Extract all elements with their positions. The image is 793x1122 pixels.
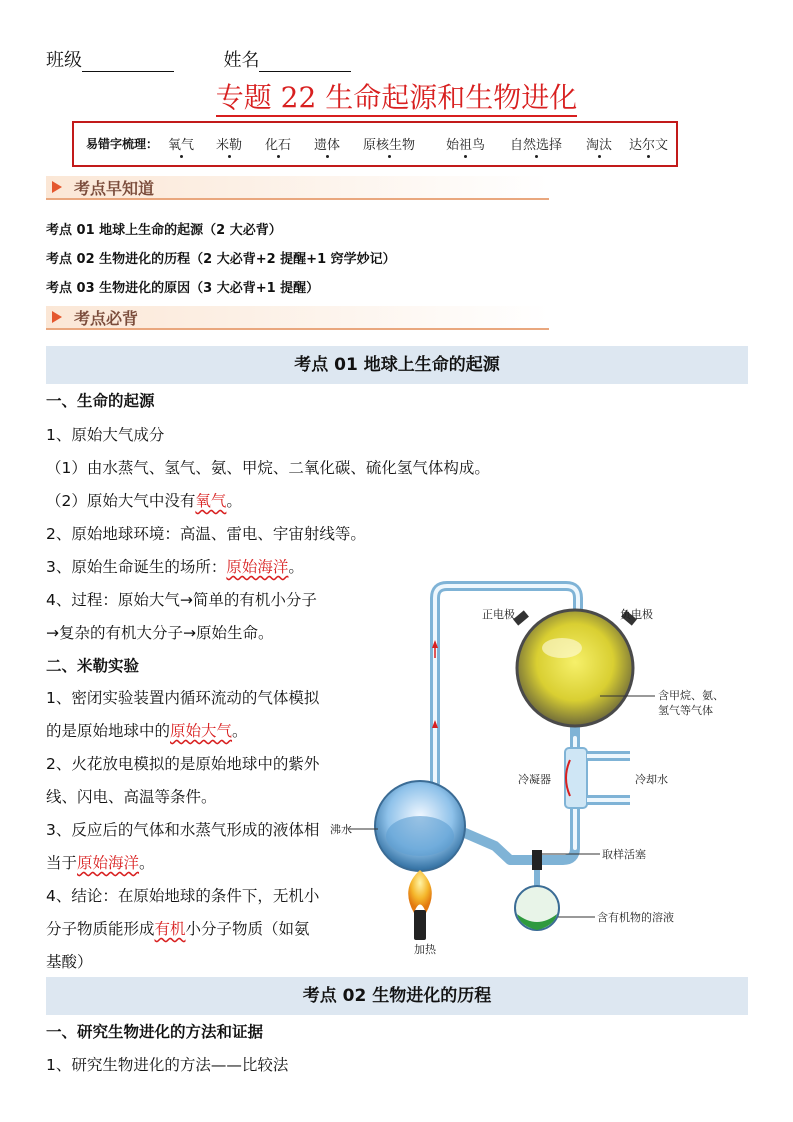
flame (408, 870, 432, 913)
text-line: （1）由水蒸气、氢气、氨、甲烷、二氧化碳、硫化氢气体构成。 (46, 459, 490, 477)
typo-word: 米勒 (216, 138, 243, 153)
text-line: 4、过程：原始大气→简单的有机小分子 (46, 591, 317, 609)
typo-word: 遗体 (314, 138, 341, 153)
page-title: 专题 22 生命起源和生物进化 (0, 76, 793, 116)
name-blank[interactable] (259, 53, 351, 72)
class-label: 班级 (46, 50, 82, 71)
typo-word: 淘汰 (586, 138, 613, 153)
class-blank[interactable] (82, 53, 174, 72)
typo-word: 氧气 (168, 138, 195, 153)
keyword-red: 原始海洋 (226, 558, 289, 576)
heading-methods: 一、研究生物进化的方法和证据 (46, 1023, 264, 1041)
name-row (46, 46, 351, 72)
text-line: 1、密闭实验装置内循环流动的气体模拟 (46, 689, 320, 707)
label-gas-1: 含甲烷、氨、 (658, 689, 724, 702)
typo-word: 原核生物 (363, 138, 416, 153)
kaodian-item[interactable]: 考点 01 地球上生命的起源（2 大必背） (46, 223, 282, 238)
typo-label: 易错字梳理： (86, 137, 159, 151)
text-line: 分子物质能形成有机小分子物质（如氨 (46, 920, 310, 938)
label-solution: 含有机物的溶液 (597, 911, 674, 924)
burner (414, 910, 426, 940)
arrow-icon (52, 181, 62, 193)
typo-box (72, 121, 678, 167)
heading-miller: 二、米勒实验 (46, 657, 140, 675)
text-line: 当于原始海洋。 (46, 854, 155, 872)
text-line: 2、原始地球环境：高温、雷电、宇宙射线等。 (46, 525, 366, 543)
reaction-flask (517, 610, 633, 726)
condenser (565, 748, 587, 808)
text-line: →复杂的有机大分子→原始生命。 (46, 624, 274, 642)
text-line: 2、火花放电模拟的是原始地球中的紫外 (46, 755, 320, 773)
label-gas-2: 氢气等气体 (658, 704, 713, 717)
text-line: 1、研究生物进化的方法——比较法 (46, 1056, 289, 1074)
label-positive-electrode: 正电极 (482, 608, 515, 621)
label-cooling-water: 冷却水 (635, 773, 668, 786)
arrow-icon (52, 311, 62, 323)
label-heat: 加热 (414, 943, 436, 956)
name-label: 姓名 (223, 50, 260, 71)
cooling-pipe (587, 756, 630, 800)
text-line: 3、原始生命诞生的场所：原始海洋。 (46, 558, 304, 576)
typo-word: 始祖鸟 (446, 138, 486, 153)
topic-band-01: 考点 01 地球上生命的起源 (46, 346, 748, 384)
kaodian-item[interactable]: 考点 02 生物进化的历程（2 大必背+2 提醒+1 窍学妙记） (46, 252, 396, 267)
section-header-early: 考点早知道 (46, 172, 549, 202)
positive-electrode (513, 610, 529, 625)
section-header-must: 考点必背 (46, 302, 549, 332)
keyword-red: 原始海洋 (77, 854, 140, 872)
keyword-red: 氧气 (195, 492, 227, 510)
label-condenser: 冷凝器 (518, 773, 551, 786)
topic-band-02: 考点 02 生物进化的历程 (46, 977, 748, 1015)
miller-experiment-diagram (330, 578, 750, 958)
text-line: （2）原始大气中没有氧气。 (46, 492, 242, 510)
kaodian-item[interactable]: 考点 03 生物进化的原因（3 大必背+1 提醒） (46, 281, 320, 296)
heading-origin: 一、生命的起源 (46, 392, 155, 410)
typo-word: 化石 (265, 138, 292, 153)
keyword-red: 原始大气 (170, 722, 233, 740)
keyword-red: 有机 (154, 920, 186, 938)
text-line: 4、结论：在原始地球的条件下，无机小 (46, 887, 320, 905)
text-line: 3、反应后的气体和水蒸气形成的液体相 (46, 821, 320, 839)
label-negative-electrode: 负电极 (620, 608, 653, 621)
label-boiling-water: 沸水 (330, 823, 352, 836)
typo-word: 达尔文 (629, 138, 669, 153)
text-line: 的是原始地球中的原始大气。 (46, 722, 248, 740)
text-line: 基酸） (46, 953, 93, 971)
typo-word: 自然选择 (510, 138, 563, 153)
label-stopcock: 取样活塞 (602, 848, 646, 861)
text-line: 1、原始大气成分 (46, 426, 165, 444)
text-line: 线、闪电、高温等条件。 (46, 788, 217, 806)
stopcock (532, 850, 542, 870)
